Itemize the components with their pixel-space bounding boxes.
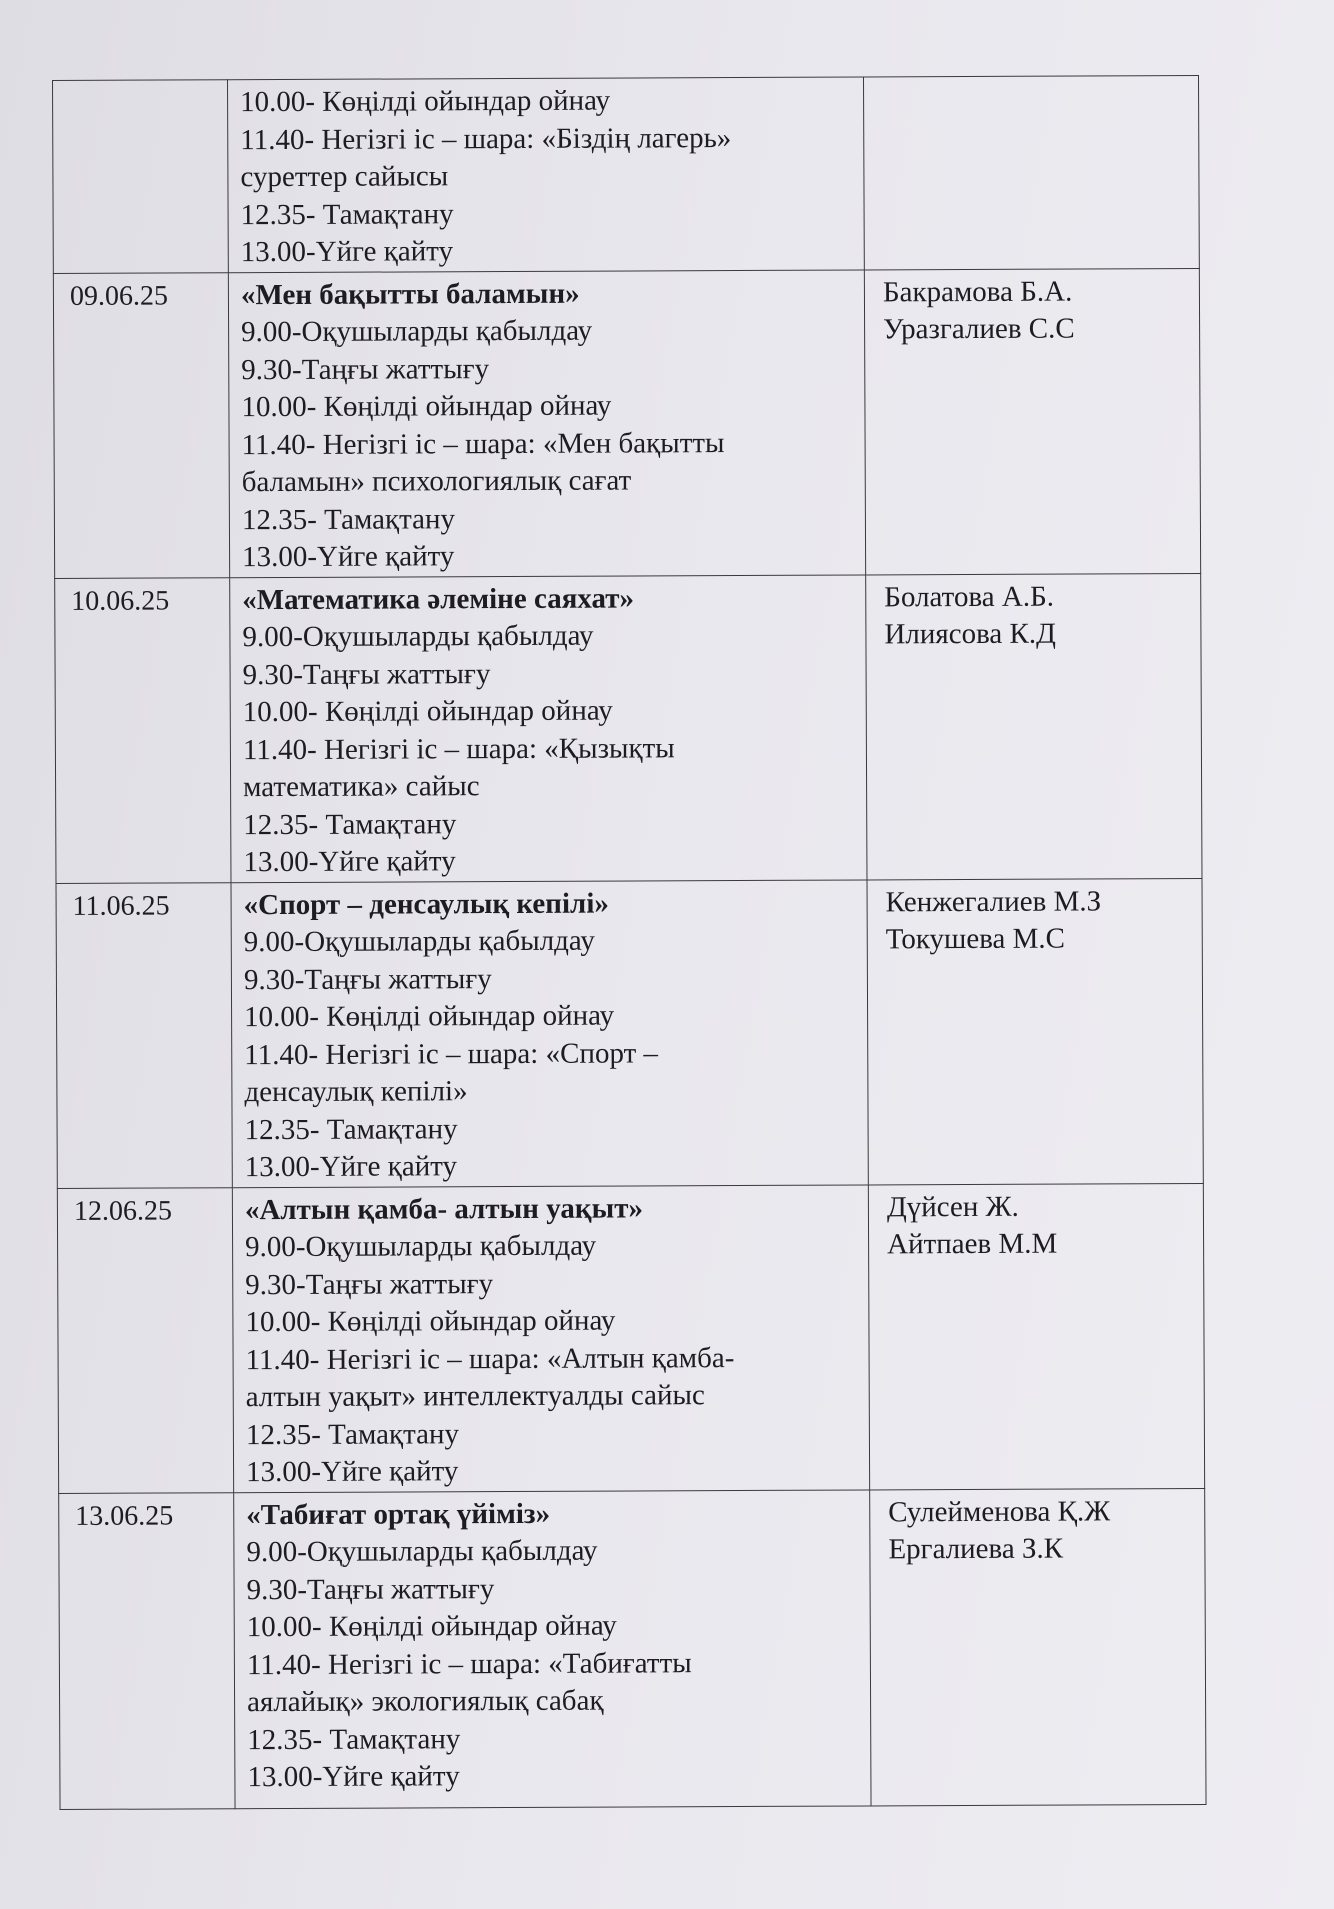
event-line: 11.40- Негізгі іс – шара: «Біздің лагерь» (240, 121, 732, 156)
date-text: 12.06.25 (73, 1194, 173, 1227)
event-line: 10.00- Көңілді ойындар ойнау (242, 694, 613, 729)
event-line: 13.00-Үйге қайту (240, 235, 454, 269)
event-line: 11.40- Негізгі іс – шара: «Табиғатты (246, 1646, 692, 1681)
date-cell (59, 1492, 235, 1809)
event-cell (231, 879, 868, 1187)
event-line: 12.35- Тамақтану (244, 1112, 458, 1146)
event-line: 11.40- Негізгі іс – шара: «Мен бақытты (241, 426, 725, 461)
date-cell (53, 80, 229, 273)
event-line: 10.00- Көңілді ойындар ойнау (246, 1609, 617, 1644)
event-line: 9.30-Таңғы жаттығу (243, 962, 492, 996)
event-line: 12.35- Тамақтану (245, 1417, 460, 1451)
responsible-cell (868, 1183, 1204, 1489)
event-line: 12.35- Тамақтану (241, 502, 456, 536)
event-line: 9.30-Таңғы жаттығу (245, 1267, 494, 1301)
event-line: 12.35- Тамақтану (247, 1722, 461, 1756)
table-row (53, 268, 1200, 578)
event-line: 10.00- Көңілді ойындар ойнау (240, 84, 611, 119)
event-line: 9.30-Таңғы жаттығу (241, 352, 490, 386)
event-line: 9.00-Оқушыларды қабылдау (241, 314, 593, 349)
event-title: «Табиғат ортақ үйіміз» (246, 1497, 551, 1531)
event-line: математика» сайыс (243, 770, 480, 804)
responsible-cell (870, 1488, 1206, 1805)
responsible-name: Болатова А.Б. (884, 580, 1055, 613)
responsible-name: Токушева М.С (885, 922, 1066, 956)
table-row (59, 1488, 1206, 1809)
date-cell (57, 1187, 233, 1493)
event-line: алтын уақыт» интеллектуалды сайыс (245, 1379, 705, 1414)
date-cell (53, 272, 229, 578)
table-row (53, 75, 1200, 272)
event-title: «Спорт – денсаулық кепілі» (243, 887, 609, 921)
event-title: «Алтын қамба- алтын уақыт» (244, 1191, 644, 1226)
event-line: 13.00-Үйге қайту (244, 1150, 458, 1184)
date-cell (55, 577, 231, 883)
event-cell (228, 77, 865, 272)
date-text: 13.06.25 (75, 1499, 174, 1532)
event-cell (234, 1489, 871, 1808)
event-line: суреттер сайысы (240, 160, 449, 194)
event-line: 9.00-Оқушыларды қабылдау (242, 619, 594, 654)
event-line: 10.00- Көңілді ойындар ойнау (241, 389, 612, 424)
event-line: 12.35- Тамақтану (243, 807, 457, 841)
event-line: 13.00-Үйге қайту (243, 845, 456, 879)
event-line: 13.00-Үйге қайту (246, 1455, 459, 1489)
event-line: 9.00-Оқушыларды қабылдау (246, 1534, 598, 1569)
table-row (57, 1183, 1204, 1493)
date-text: 10.06.25 (71, 584, 170, 617)
responsible-cell (867, 878, 1203, 1184)
event-line: 13.00-Үйге қайту (247, 1760, 460, 1794)
schedule-table (52, 75, 1207, 1809)
event-line: 10.00- Көңілді ойындар ойнау (245, 1304, 616, 1339)
date-cell (56, 882, 232, 1188)
date-text: 09.06.25 (69, 279, 169, 312)
responsible-cell (864, 268, 1200, 574)
responsible-cell (866, 573, 1202, 879)
event-cell (232, 1184, 869, 1492)
event-line: баламын» психологиялық сағат (241, 464, 632, 499)
responsible-name: Уразгалиев С.С (883, 312, 1075, 346)
event-line: 11.40- Негізгі іс – шара: «Алтын қамба- (245, 1341, 735, 1376)
event-line: 9.00-Оқушыларды қабылдау (245, 1229, 597, 1264)
date-text: 11.06.25 (72, 889, 170, 922)
responsible-name: Айтпаев М.М (887, 1227, 1058, 1261)
responsible-name: Бакрамова Б.А. (882, 275, 1073, 308)
event-line: 11.40- Негізгі іс – шара: «Спорт – (244, 1036, 659, 1071)
event-line: 11.40- Негізгі іс – шара: «Қызықты (242, 731, 675, 766)
event-line: 12.35- Тамақтану (240, 197, 454, 231)
date-text (65, 84, 217, 85)
event-line: 9.00-Оқушыларды қабылдау (243, 924, 595, 959)
event-line: аялайық» экологиялық сабақ (247, 1684, 604, 1719)
responsible-name: Ергалиева З.К (888, 1532, 1064, 1566)
responsible-name: Дүйсен Ж. (886, 1190, 1019, 1223)
event-cell (230, 574, 867, 882)
responsible-name: Илиясова К.Д (884, 617, 1056, 651)
table-row (55, 573, 1202, 883)
event-line: 10.00- Көңілді ойындар ойнау (244, 999, 615, 1034)
event-cell (228, 269, 865, 577)
responsible-name: Сулейменова Қ.Ж (888, 1494, 1111, 1528)
event-line: 9.30-Таңғы жаттығу (242, 657, 491, 691)
event-line: денсаулық кепілі» (244, 1075, 468, 1109)
event-title: «Математика әлеміне саяхат» (242, 581, 635, 616)
responsible-cell (863, 75, 1199, 269)
table-row (56, 878, 1203, 1188)
event-line: 13.00-Үйге қайту (242, 540, 455, 574)
event-title: «Мен бақытты баламын» (240, 277, 580, 311)
event-line: 9.30-Таңғы жаттығу (246, 1572, 495, 1606)
responsible-name: Кенжегалиев М.З (885, 884, 1102, 918)
